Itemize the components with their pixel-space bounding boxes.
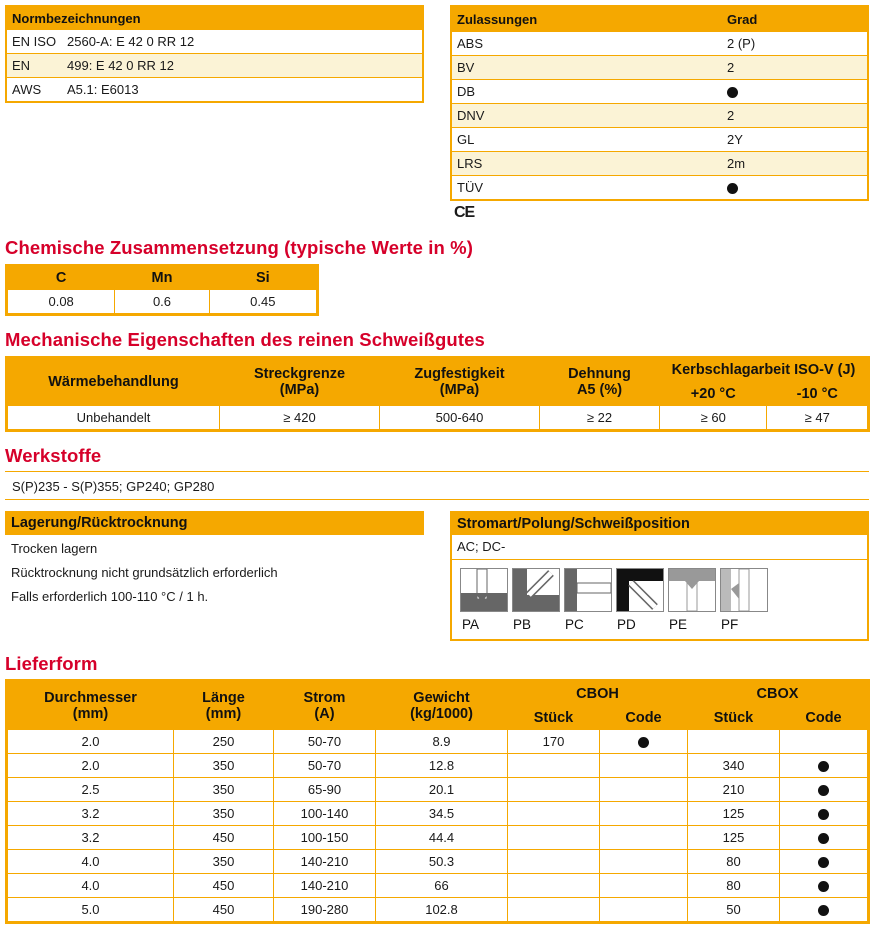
norm-table [7, 7, 422, 102]
position-label: PB [513, 617, 532, 632]
mech-table-wrap [5, 356, 870, 432]
zul-header: Zulassungen [452, 8, 722, 32]
norm-value: 2560-A: E 42 0 RR 12 [62, 30, 422, 54]
chem-val: 0.08 [8, 290, 115, 314]
liefer-gewicht: 34.5 [376, 802, 508, 826]
liefer-cbox-stueck: 340 [688, 754, 780, 778]
liefer-cboh-stueck [508, 874, 600, 898]
chem-title: Chemische Zusammensetzung (typische Werte in %) [5, 237, 473, 258]
lager-header: Lagerung/Rücktrocknung [5, 511, 424, 535]
code-dot-icon [818, 881, 829, 892]
liefer-cboh-stueck [508, 898, 600, 922]
liefer-h-code: Code [780, 706, 868, 730]
werk-text: S(P)235 - S(P)355; GP240; GP280 [12, 479, 215, 494]
ce-mark-icon: CE [454, 204, 475, 221]
liefer-gewicht: 50.3 [376, 850, 508, 874]
liefer-durchmesser: 2.5 [8, 778, 174, 802]
position-pe-icon [668, 568, 716, 612]
liefer-h-stueck: Stück [508, 706, 600, 730]
liefer-cboh-code [600, 802, 688, 826]
mech-h-dehn: Dehnung A5 (%) [540, 359, 660, 406]
liefer-durchmesser: 4.0 [8, 874, 174, 898]
table-row [8, 802, 868, 826]
position-pf-icon [720, 568, 768, 612]
liefer-cbox-stueck: 210 [688, 778, 780, 802]
liefer-gewicht: 20.1 [376, 778, 508, 802]
liefer-durchmesser: 4.0 [8, 850, 174, 874]
norm-header: Normbezeichnungen [7, 8, 422, 30]
position-pc-icon [564, 568, 612, 612]
chem-val: 0.45 [209, 290, 316, 314]
liefer-cbox-code [780, 730, 868, 754]
liefer-cbox-code [780, 802, 868, 826]
code-dot-icon [818, 833, 829, 844]
liefer-laenge: 350 [174, 778, 274, 802]
position-label: PF [721, 617, 739, 632]
zul-header-grad: Grad [722, 8, 867, 32]
liefer-cbox-stueck: 80 [688, 850, 780, 874]
liefer-strom: 100-140 [274, 802, 376, 826]
mech-h-streck: Streckgrenze (MPa) [220, 359, 380, 406]
liefer-cboh-stueck: 170 [508, 730, 600, 754]
chem-table [7, 265, 317, 314]
position-pd-icon [616, 568, 664, 612]
liefer-h-strom: Strom (A) [274, 682, 376, 730]
liefer-cboh-stueck [508, 826, 600, 850]
code-dot-icon [638, 737, 649, 748]
liefer-cboh-code [600, 898, 688, 922]
lager-line: Falls erforderlich 100-110 °C / 1 h. [11, 589, 209, 604]
liefer-cbox-stueck [688, 730, 780, 754]
mech-cell: ≥ 420 [220, 406, 380, 430]
liefer-durchmesser: 2.0 [8, 730, 174, 754]
liefer-strom: 140-210 [274, 874, 376, 898]
position-label: PD [617, 617, 636, 632]
zul-grad [722, 176, 867, 200]
liefer-cbox-stueck: 125 [688, 802, 780, 826]
liefer-cboh-code [600, 778, 688, 802]
liefer-cbox-stueck: 50 [688, 898, 780, 922]
mech-h-t1: +20 °C [660, 382, 767, 406]
werk-rule-top [5, 471, 869, 472]
code-dot-icon [818, 809, 829, 820]
liefer-table [7, 681, 868, 922]
mech-title: Mechanische Eigenschaften des reinen Schweißgutes [5, 329, 485, 350]
norm-box [5, 5, 424, 103]
liefer-cbox-code [780, 826, 868, 850]
zul-grad: 2Y [722, 128, 867, 152]
liefer-cboh-code [600, 754, 688, 778]
liefer-laenge: 450 [174, 874, 274, 898]
liefer-laenge: 350 [174, 850, 274, 874]
code-dot-icon [818, 785, 829, 796]
position-label: PE [669, 617, 688, 632]
norm-value: 499: E 42 0 RR 12 [62, 54, 422, 78]
zul-grad: 2 [722, 56, 867, 80]
liefer-cboh-stueck [508, 802, 600, 826]
liefer-laenge: 450 [174, 898, 274, 922]
mech-h-t2: -10 °C [767, 382, 868, 406]
strom-text: AC; DC- [452, 535, 867, 560]
liefer-h-cboh: CBOH [508, 682, 688, 706]
liefer-cbox-code [780, 874, 868, 898]
mech-h-kerb: Kerbschlagarbeit ISO-V (J) [660, 359, 868, 382]
table-row [8, 850, 868, 874]
lager-line: Trocken lagern [11, 541, 98, 556]
mech-h-zug: Zugfestigkeit (MPa) [380, 359, 540, 406]
liefer-cbox-code [780, 898, 868, 922]
chem-table-wrap [5, 264, 319, 316]
zul-key: LRS [452, 152, 722, 176]
werk-title: Werkstoffe [5, 445, 102, 466]
mech-h-waerme: Wärmebehandlung [8, 359, 220, 406]
strom-header: Stromart/Polung/Schweißposition [452, 513, 867, 535]
position-label: PA [462, 617, 480, 632]
zul-key: BV [452, 56, 722, 80]
zul-box [450, 5, 869, 201]
zul-grad [722, 80, 867, 104]
liefer-cbox-code [780, 754, 868, 778]
liefer-laenge: 450 [174, 826, 274, 850]
mech-cell: Unbehandelt [8, 406, 220, 430]
liefer-h-code: Code [600, 706, 688, 730]
liefer-durchmesser: 3.2 [8, 826, 174, 850]
liefer-durchmesser: 2.0 [8, 754, 174, 778]
werk-rule-bottom [5, 499, 869, 500]
liefer-strom: 190-280 [274, 898, 376, 922]
mech-cell: 500-640 [380, 406, 540, 430]
liefer-gewicht: 66 [376, 874, 508, 898]
table-row [8, 874, 868, 898]
liefer-laenge: 350 [174, 802, 274, 826]
norm-key: EN ISO [7, 30, 62, 54]
table-row [8, 826, 868, 850]
position-pb-icon [512, 568, 560, 612]
liefer-laenge: 350 [174, 754, 274, 778]
position-pa-icon [460, 568, 508, 612]
chem-val: 0.6 [115, 290, 209, 314]
chem-col: Mn [115, 266, 209, 290]
approval-dot-icon [727, 183, 738, 194]
zul-key: DNV [452, 104, 722, 128]
zul-grad: 2m [722, 152, 867, 176]
norm-value: A5.1: E6013 [62, 78, 422, 102]
code-dot-icon [818, 905, 829, 916]
approval-dot-icon [727, 87, 738, 98]
liefer-h-cbox: CBOX [688, 682, 868, 706]
liefer-cboh-code [600, 874, 688, 898]
liefer-table-wrap [5, 679, 870, 924]
mech-cell: ≥ 60 [660, 406, 767, 430]
liefer-h-durch: Durchmesser (mm) [8, 682, 174, 730]
liefer-gewicht: 8.9 [376, 730, 508, 754]
norm-key: EN [7, 54, 62, 78]
liefer-cbox-code [780, 850, 868, 874]
table-row [8, 778, 868, 802]
liefer-gewicht: 44.4 [376, 826, 508, 850]
liefer-strom: 140-210 [274, 850, 376, 874]
norm-key: AWS [7, 78, 62, 102]
liefer-strom: 50-70 [274, 730, 376, 754]
table-row [8, 730, 868, 754]
liefer-cbox-stueck: 125 [688, 826, 780, 850]
liefer-laenge: 250 [174, 730, 274, 754]
liefer-cbox-stueck: 80 [688, 874, 780, 898]
zul-table [452, 7, 867, 200]
zul-grad: 2 (P) [722, 32, 867, 56]
liefer-title: Lieferform [5, 653, 98, 674]
mech-table [7, 358, 868, 430]
liefer-strom: 50-70 [274, 754, 376, 778]
mech-cell: ≥ 47 [767, 406, 868, 430]
zul-key: ABS [452, 32, 722, 56]
chem-col: C [8, 266, 115, 290]
mech-cell: ≥ 22 [540, 406, 660, 430]
liefer-h-stueck: Stück [688, 706, 780, 730]
liefer-cboh-stueck [508, 754, 600, 778]
code-dot-icon [818, 857, 829, 868]
liefer-h-laenge: Länge (mm) [174, 682, 274, 730]
lager-line: Rücktrocknung nicht grundsätzlich erforderlich [11, 565, 278, 580]
liefer-cboh-stueck [508, 778, 600, 802]
zul-key: GL [452, 128, 722, 152]
table-row [8, 898, 868, 922]
liefer-gewicht: 12.8 [376, 754, 508, 778]
liefer-cbox-code [780, 778, 868, 802]
zul-grad: 2 [722, 104, 867, 128]
liefer-gewicht: 102.8 [376, 898, 508, 922]
liefer-cboh-stueck [508, 850, 600, 874]
table-row [8, 754, 868, 778]
liefer-strom: 65-90 [274, 778, 376, 802]
liefer-cboh-code [600, 730, 688, 754]
liefer-durchmesser: 3.2 [8, 802, 174, 826]
liefer-cboh-code [600, 826, 688, 850]
liefer-strom: 100-150 [274, 826, 376, 850]
code-dot-icon [818, 761, 829, 772]
chem-col: Si [209, 266, 316, 290]
liefer-h-gew: Gewicht (kg/1000) [376, 682, 508, 730]
position-label: PC [565, 617, 584, 632]
liefer-cboh-code [600, 850, 688, 874]
zul-key: TÜV [452, 176, 722, 200]
liefer-durchmesser: 5.0 [8, 898, 174, 922]
zul-key: DB [452, 80, 722, 104]
